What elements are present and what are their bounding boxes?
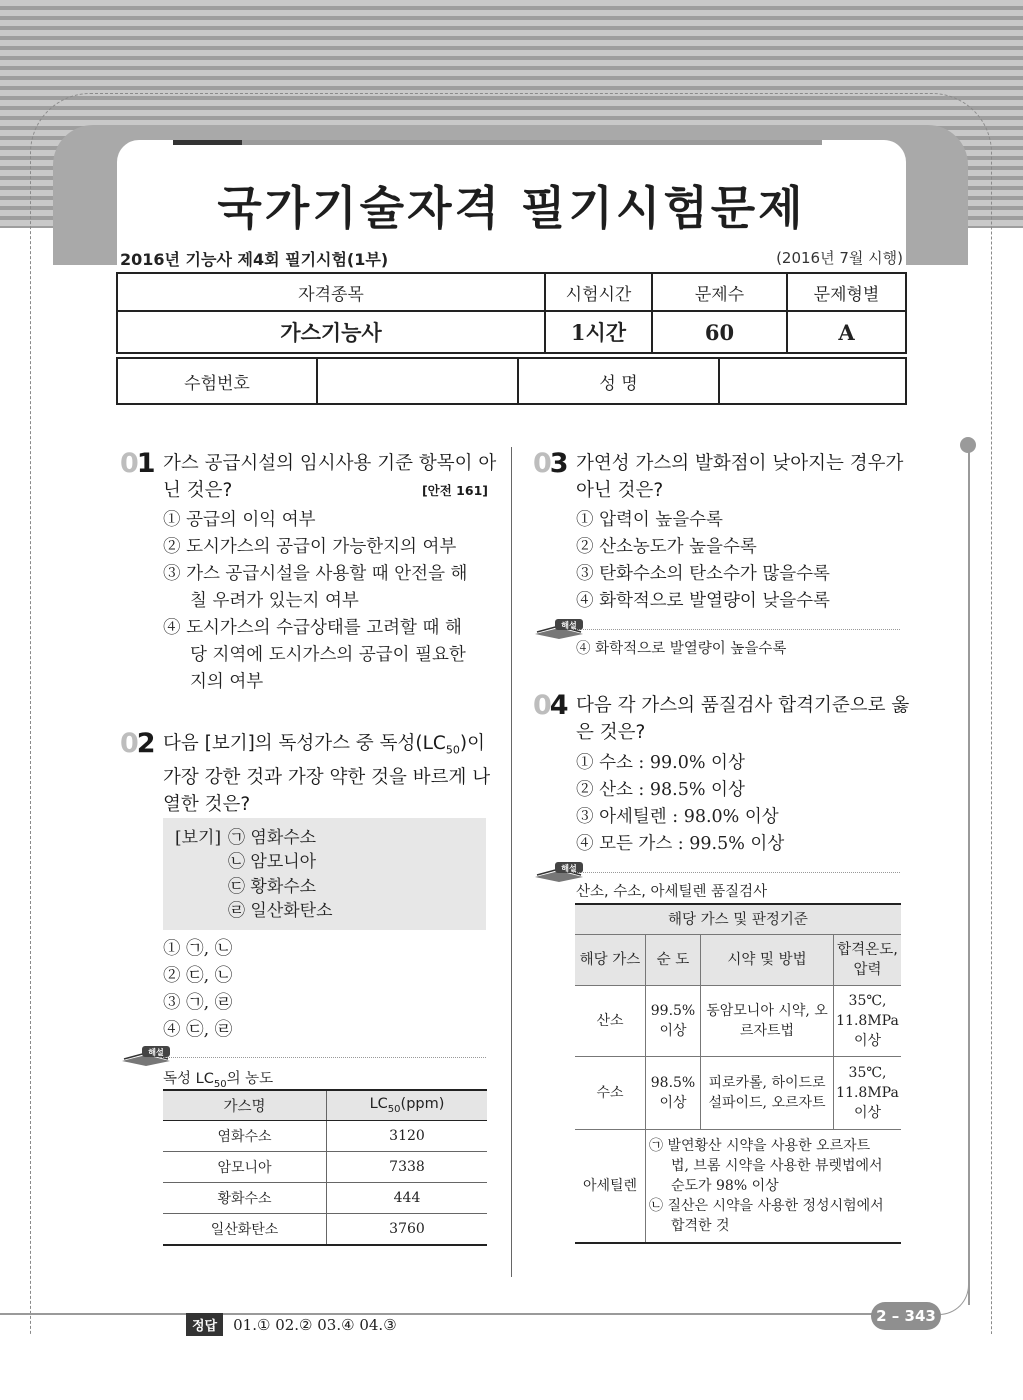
explanation-divider	[160, 1057, 486, 1058]
header-type: 문제형별	[787, 273, 906, 311]
lc50-value: 3760	[327, 1214, 488, 1246]
value-type: A	[787, 311, 906, 353]
option[interactable]: ② 도시가스의 공급이 가능한지의 여부	[163, 537, 457, 557]
gas-purity: 99.5% 이상	[646, 986, 701, 1057]
question-text: 가스 공급시설의 임시사용 기준 항목이 아 닌 것은? [안전 161]	[163, 450, 496, 504]
option[interactable]: ① 공급의 이익 여부	[163, 510, 316, 530]
col-gas: 해당 가스	[575, 935, 646, 986]
option[interactable]: ③ 아세틸렌 : 98.0% 이상	[576, 807, 779, 827]
value-count: 60	[652, 311, 787, 353]
col-method: 시약 및 방법	[701, 935, 834, 986]
acetylene-criteria: ㉠ 발연황산 시약을 사용한 오르자트 법, 브롬 시약을 사용한 뷰렛법에서 순도가 98% 이상 ㉡ 질산은 시약을 사용한 정성시험에서 합격한 것	[646, 1130, 902, 1244]
exam-date: (2016년 7월 시행)	[776, 249, 903, 267]
option-continued: 칠 우려가 있는지 여부	[190, 591, 359, 611]
option-continued: 당 지역에 도시가스의 공급이 필요한	[190, 645, 466, 665]
col-condition: 합격온도, 압력	[834, 935, 902, 986]
explanation-book-icon	[120, 1045, 174, 1067]
question-text: 다음 각 가스의 품질검사 합격기준으로 옳 은 것은?	[576, 695, 910, 743]
candidate-number-field[interactable]	[317, 358, 518, 404]
bogi-item: ㉡ 암모니아	[228, 852, 317, 872]
bogi-item: ㉣ 일산화탄소	[228, 901, 333, 921]
header-duration: 시험시간	[545, 273, 652, 311]
gas-name: 수소	[575, 1057, 646, 1130]
column-divider	[511, 447, 512, 1277]
value-duration: 1시간	[545, 311, 652, 353]
gas-condition: 35℃, 11.8MPa 이상	[834, 1057, 902, 1130]
title-accent-dark	[173, 140, 242, 145]
table-group-header: 해당 가스 및 판정기준	[575, 904, 901, 935]
bogi-item: ㉠ 염화수소	[228, 828, 317, 848]
bogi-label: [보기]	[175, 828, 222, 848]
lc50-value: 3120	[327, 1121, 488, 1152]
option[interactable]: ④ 모든 가스 : 99.5% 이상	[576, 834, 785, 854]
option[interactable]: ① 압력이 높을수록	[576, 510, 723, 530]
question-number: 01	[120, 448, 154, 479]
title-accent-light	[242, 140, 822, 145]
lc50-gas: 황화수소	[163, 1183, 327, 1214]
question-number: 03	[533, 448, 567, 479]
value-subject: 가스기능사	[117, 311, 545, 353]
source-tag: [안전 161]	[421, 483, 488, 498]
exam-session: 2016년 기능사 제4회 필기시험(1부)	[120, 250, 389, 269]
gas-method: 피로카롤, 하이드로설파이드, 오르자트	[701, 1057, 834, 1130]
page-title: 국가기술자격 필기시험문제	[217, 181, 806, 235]
quality-check-table	[575, 903, 901, 1244]
col-purity: 순 도	[646, 935, 701, 986]
question-number: 04	[533, 690, 567, 721]
lc50-header-value: $LC_{50}(ppm)$	[327, 1090, 488, 1121]
lc50-value: 7338	[327, 1152, 488, 1183]
option[interactable]: ② 산소 : 98.5% 이상	[576, 780, 745, 800]
header-subject: 자격종목	[117, 273, 545, 311]
question-text: 다음 [보기]의 독성가스 중 독성$(LC_{50})$이 가장 강한 것과 가장 약한 것을 바르게 나 열한 것은?	[163, 733, 491, 815]
header-count: 문제수	[652, 273, 787, 311]
option[interactable]: ④ ㉢, ㉣	[163, 1020, 233, 1040]
option[interactable]: ④ 화학적으로 발열량이 낮을수록	[576, 591, 830, 611]
svg-text:해설: 해설	[561, 864, 577, 873]
question-text: 가연성 가스의 발화점이 낮아지는 경우가 아닌 것은?	[576, 453, 904, 501]
option[interactable]: ③ 탄화수소의 탄소수가 많을수록	[576, 564, 830, 584]
explanation-title: 산소, 수소, 아세틸렌 품질검사	[576, 884, 768, 900]
lc50-header-gas: 가스명	[163, 1090, 327, 1121]
option[interactable]: ① ㉠, ㉡	[163, 939, 233, 959]
svg-text:해설: 해설	[561, 621, 577, 630]
candidate-name-field[interactable]	[719, 358, 906, 404]
explanation-divider	[573, 629, 900, 630]
option[interactable]: ① 수소 : 99.0% 이상	[576, 753, 745, 773]
bogi-item: ㉢ 황화수소	[228, 877, 317, 897]
margin-line	[968, 445, 970, 1305]
gas-purity: 98.5% 이상	[646, 1057, 701, 1130]
gas-method: 동암모니아 시약, 오르자트법	[701, 986, 834, 1057]
option[interactable]: ② 산소농도가 높을수록	[576, 537, 757, 557]
exam-info-table	[116, 272, 907, 354]
question-number: 02	[120, 728, 154, 759]
candidate-table	[116, 357, 907, 405]
explanation-text: ④ 화학적으로 발열량이 높을수록	[576, 641, 787, 657]
option[interactable]: ③ 가스 공급시설을 사용할 때 안전을 해	[163, 564, 468, 584]
answer-label: 정답	[186, 1313, 223, 1336]
explanation-title: 독성 $LC_{50}$의 농도	[163, 1071, 274, 1090]
lc50-gas: 암모니아	[163, 1152, 327, 1183]
gas-condition: 35℃, 11.8MPa 이상	[834, 986, 902, 1057]
option-continued: 지의 여부	[190, 672, 264, 692]
option[interactable]: ③ ㉠, ㉣	[163, 993, 233, 1013]
answer-key	[186, 1313, 397, 1336]
lc50-gas: 염화수소	[163, 1121, 327, 1152]
candidate-number-label: 수험번호	[117, 358, 317, 404]
svg-text:해설: 해설	[148, 1048, 164, 1057]
explanation-divider	[573, 872, 900, 873]
lc50-gas: 일산화탄소	[163, 1214, 327, 1246]
page-number: 2 – 343	[871, 1302, 941, 1330]
lc50-value: 444	[327, 1183, 488, 1214]
gas-name: 아세틸렌	[575, 1130, 646, 1244]
option[interactable]: ② ㉢, ㉡	[163, 966, 233, 986]
gas-name: 산소	[575, 986, 646, 1057]
option[interactable]: ④ 도시가스의 수급상태를 고려할 때 해	[163, 618, 462, 638]
answer-list: 01.① 02.② 03.④ 04.③	[233, 1316, 397, 1334]
lc50-table	[163, 1089, 487, 1246]
footer-line	[0, 1313, 900, 1315]
candidate-name-label: 성 명	[518, 358, 719, 404]
